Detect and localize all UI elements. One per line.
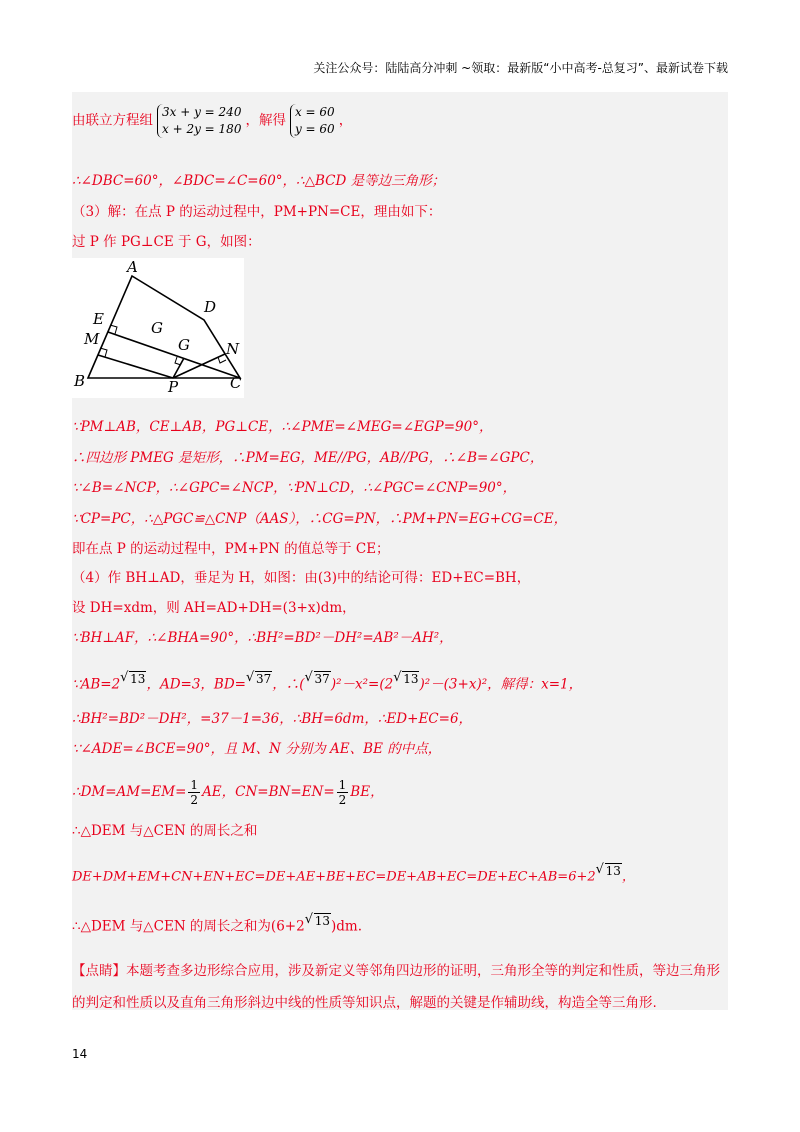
sqrt-13-b: √ 13	[393, 670, 419, 688]
line-10: （4）作 BH⊥AD，垂足为 H，如图：由(3)中的结论可得：ED+EC=BH，	[72, 570, 531, 586]
line-19	[72, 912, 362, 936]
equation-system-1: 3x + y = 240 x + 2y = 180	[157, 104, 241, 138]
label-d: D	[204, 298, 217, 316]
text-sum: DE+DM+EM+CN+EN+EC=DE+AE+BE+EC=DE+AB+EC=DE+EC+AB=6+2	[72, 869, 596, 885]
segment-mp	[98, 355, 173, 378]
text-be: BE，	[350, 784, 384, 800]
sqrt-37: √ 37	[246, 670, 272, 688]
sqrt-13-d: √ 13	[305, 912, 331, 930]
text-dm: ∴DM=AM=EM=	[72, 784, 187, 800]
quadrilateral-abcd	[88, 276, 240, 378]
figure-svg	[72, 258, 244, 398]
text-cn: AE，CN=BN=EN=	[202, 784, 335, 800]
segment-ec	[108, 332, 240, 378]
label-c: C	[230, 374, 242, 392]
text-suffix: ，	[338, 112, 353, 129]
label-g2: G	[178, 336, 190, 354]
sqrt-37-b: √ 37	[305, 670, 331, 688]
fraction-half: $\frac{1}{2}$	[190, 778, 199, 807]
text-prefix: 由联立方程组	[72, 112, 153, 129]
line-15: ∵∠ADE=∠BCE=90°，且 M、N 分别为 AE、BE 的中点，	[72, 741, 442, 757]
line-13	[72, 670, 582, 694]
page-header: 关注公众号：陆陆高分冲刺 ~领取：最新版“小中高考-总复习”、最新试卷下载	[313, 61, 728, 75]
line-17: ∴△DEM 与△CEN 的周长之和	[72, 823, 258, 839]
line-12: ∵BH⊥AF，∴∠BHA=90°，∴BH²=BD²－DH²=AB²－AH²，	[72, 630, 453, 646]
text-total: ∴△DEM 与△CEN 的周长之和为(6+2	[72, 918, 305, 935]
label-p: P	[168, 378, 179, 396]
line-3: （3）解：在点 P 的运动过程中，PM+PN=CE，理由如下：	[72, 204, 442, 220]
text-unit: )dm.	[330, 918, 362, 935]
right-angle-n	[218, 357, 226, 363]
equation-system-2: x = 60 y = 60	[290, 104, 335, 138]
line-2: ∴∠DBC=60°，∠BDC=∠C=60°，∴△BCD 是等边三角形；	[72, 173, 446, 189]
text-ad-bd: ，AD=3，BD=	[146, 676, 246, 693]
label-n: N	[226, 340, 240, 358]
line-14: ∴BH²=BD²－DH²，=37－1=36，∴BH=6dm，∴ED+EC=6，	[72, 711, 473, 727]
line-7: ∵∠B=∠NCP，∴∠GPC=∠NCP，∵PN⊥CD，∴∠PGC=∠CNP=90°，	[72, 480, 517, 496]
line-18	[72, 862, 635, 886]
label-b: B	[74, 372, 86, 390]
geometry-figure	[72, 258, 244, 398]
text-result: )²－(3+x)²，解得：x=1，	[419, 676, 583, 693]
label-m: M	[84, 330, 100, 348]
line-6: ∴四边形 PMEG 是矩形，∴PM=EG，ME//PG，AB//PG，∴∠B=∠GPC，	[72, 450, 544, 466]
sqrt-13-c: √ 13	[596, 862, 622, 880]
text-ab: ∵AB=2	[72, 676, 121, 693]
page-number: 14	[72, 1047, 88, 1061]
text-mid: ，解得	[245, 112, 286, 129]
text-mid: )²－x²=(2	[330, 676, 394, 693]
text-open: ，∴(	[272, 676, 305, 693]
fraction-half-2: $\frac{1}{2}$	[338, 778, 347, 807]
line-11: 设 DH=xdm，则 AH=AD+DH=(3+x)dm，	[72, 600, 356, 616]
line-8: ∵CP=PC，∴△PGC≌△CNP（AAS），∴CG=PN，∴PM+PN=EG+CG=CE，	[72, 511, 568, 527]
review-paragraph: 【点睛】本题考查多边形综合应用，涉及新定义等邻角四边形的证明，三角形全等的判定和性质，等边三角形的判定和性质以及直角三角形斜边中线的性质等知识点，解题的关键是作辅助线，构造全等三角形.	[72, 963, 720, 1011]
line-16	[72, 778, 384, 807]
text-comma: ，	[621, 869, 635, 885]
sqrt-13: √ 13	[120, 670, 146, 688]
label-e: E	[93, 310, 104, 328]
line-9: 即在点 P 的运动过程中，PM+PN 的值总等于 CE；	[72, 541, 390, 557]
label-a: A	[127, 258, 138, 276]
line-system	[72, 104, 352, 138]
label-g1: G	[151, 319, 163, 337]
line-5: ∵PM⊥AB，CE⊥AB，PG⊥CE，∴∠PME=∠MEG=∠EGP=90°，	[72, 419, 493, 435]
line-4: 过 P 作 PG⊥CE 于 G，如图：	[72, 234, 261, 250]
